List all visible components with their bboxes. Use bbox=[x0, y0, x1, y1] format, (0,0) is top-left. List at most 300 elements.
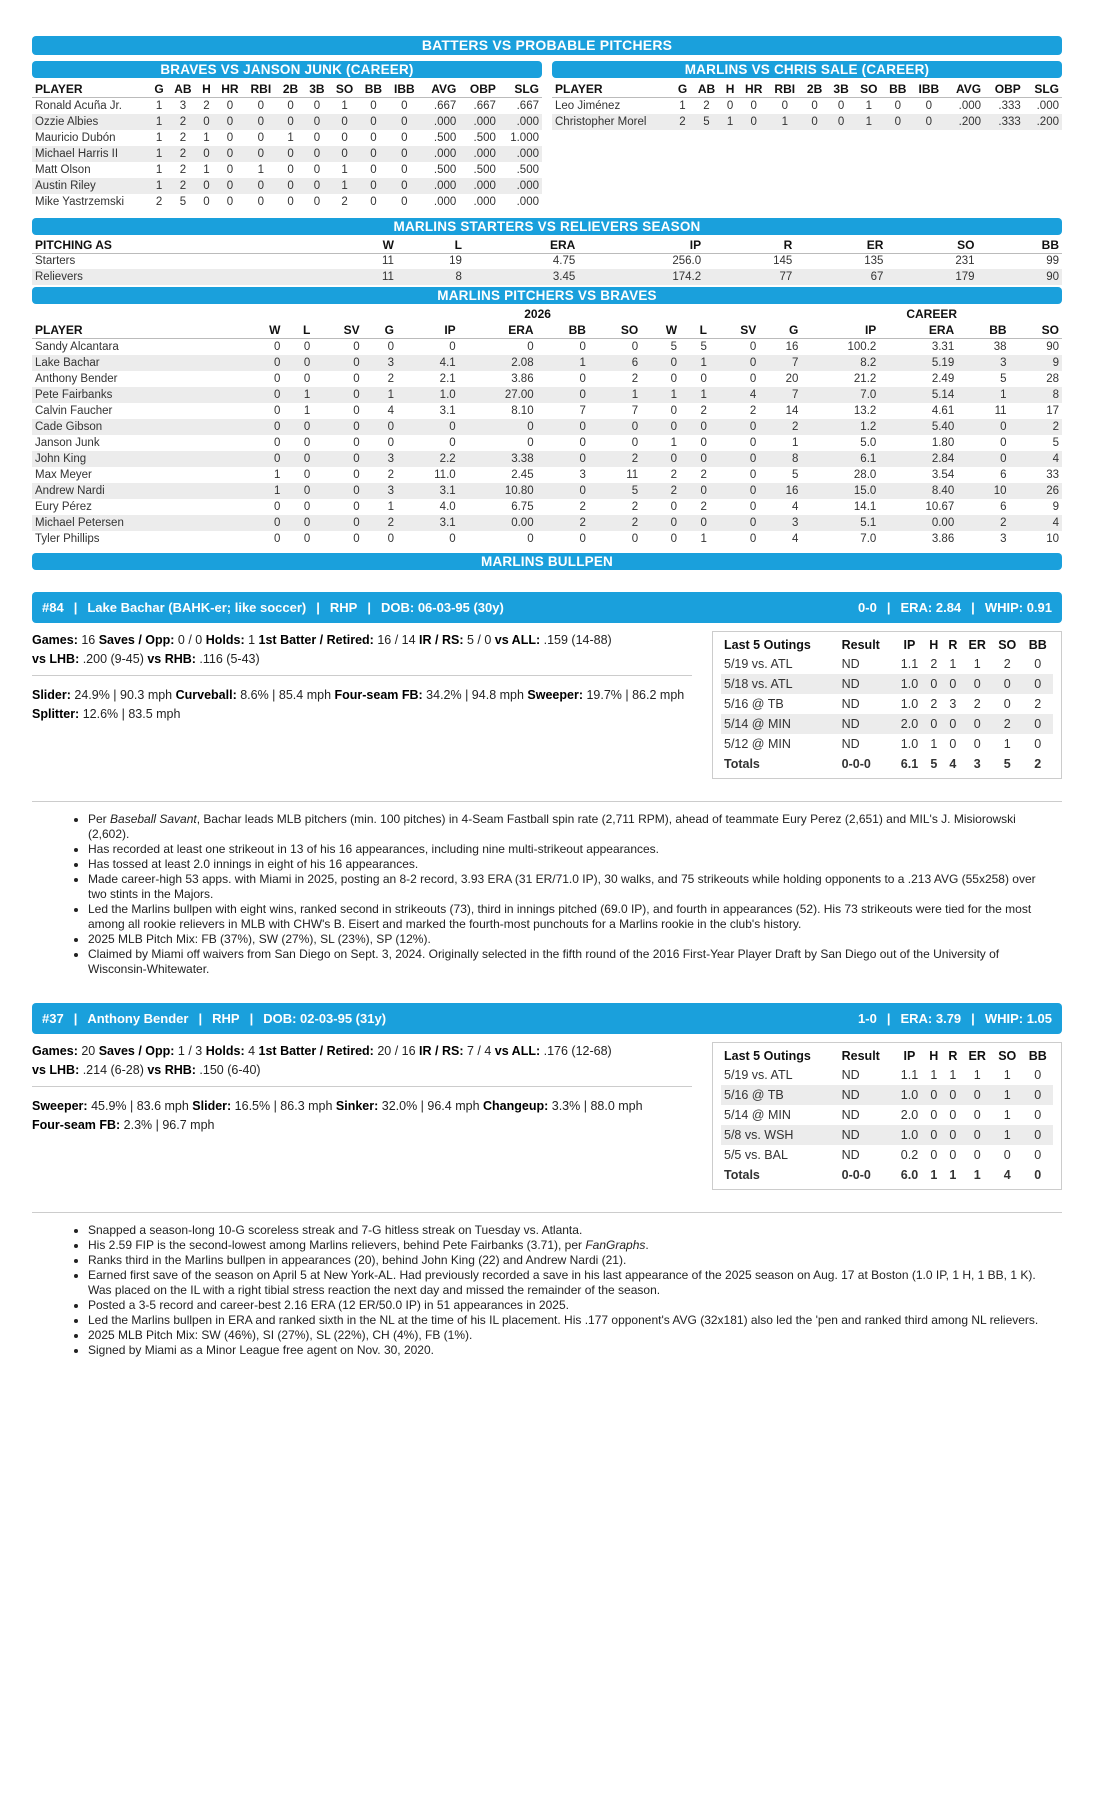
note-text: Has tossed at least 2.0 innings in eight of his 16 appearances. bbox=[88, 856, 419, 871]
stat-cell: 1 bbox=[287, 131, 294, 144]
stat-cell: 2 bbox=[700, 404, 707, 417]
stat-cell: 0 bbox=[313, 419, 362, 435]
stat-value: .176 (12-68) bbox=[540, 1043, 612, 1058]
stat-value: 12.6% | 83.5 mph bbox=[79, 706, 181, 721]
outing-cell: ND bbox=[839, 714, 895, 734]
stat-cell: 0 bbox=[226, 163, 234, 176]
outing-cell: 1 bbox=[992, 1125, 1022, 1145]
note-text: Posted a 3-5 record and career-best 2.16 ERA (12 ER/50.0 IP) in 51 appearances in 2025. bbox=[88, 1297, 569, 1312]
stat-cell: 1 bbox=[670, 436, 678, 449]
outing-cell: 0 bbox=[949, 1107, 957, 1122]
stat-cell: 0 bbox=[957, 451, 1009, 467]
note-text: . bbox=[645, 1237, 649, 1252]
stat-cell: 90 bbox=[1046, 340, 1059, 353]
note-text: Claimed by Miami off waivers from San Diego on Sept. 3, 2024. Originally selected in the fifth round of the 2016 First-Year Player Draft by San Diego out of the University of Wisconsin-Whitewater. bbox=[88, 946, 1000, 976]
note-item bbox=[88, 1298, 1056, 1313]
stat-cell: 4.0 bbox=[439, 500, 456, 513]
stat-cell: 0 bbox=[801, 114, 828, 130]
stat-cell: 0.00 bbox=[459, 515, 537, 531]
stat-cell: .667 bbox=[516, 99, 539, 112]
player-name: Relievers bbox=[32, 269, 332, 285]
stat-cell: 0 bbox=[245, 419, 284, 435]
pitch-mix-line bbox=[32, 686, 692, 705]
column-header: Result bbox=[841, 1048, 880, 1063]
stat-label: 1st Batter / Retired: bbox=[258, 632, 374, 647]
column-header: H bbox=[929, 1048, 939, 1063]
outing-cell: 0 bbox=[943, 714, 962, 734]
outing-cell: 5/12 @ MIN bbox=[724, 736, 791, 751]
stat-cell: 2.49 bbox=[931, 372, 955, 385]
stat-cell: 14.1 bbox=[853, 500, 877, 513]
outing-cell: 1.0 bbox=[895, 674, 925, 694]
outing-cell: 1 bbox=[1003, 1067, 1011, 1082]
player-name: Lake Bachar bbox=[32, 355, 245, 371]
outings-totals-row bbox=[721, 754, 1053, 774]
stat-cell: 0 bbox=[359, 114, 388, 130]
stat-cell: 2.45 bbox=[511, 468, 534, 481]
stat-cell: 6 bbox=[1000, 500, 1007, 513]
stat-cell: 0 bbox=[273, 372, 281, 385]
stat-value: 3.3% | 88.0 mph bbox=[548, 1098, 643, 1113]
stat-label: Sinker: bbox=[335, 1098, 379, 1113]
outing-cell: 1 bbox=[1003, 736, 1011, 751]
stat-cell: 1 bbox=[245, 483, 284, 499]
stat-cell: 0 bbox=[397, 419, 459, 435]
stat-cell: 0 bbox=[749, 436, 757, 449]
player-season-stat: WHIP: 1.05 bbox=[984, 1010, 1052, 1026]
note-item bbox=[88, 1238, 1056, 1253]
outing-cell: 5/18 vs. ATL bbox=[721, 674, 839, 694]
outing-cell: 3 bbox=[949, 696, 957, 711]
stat-cell: 179 bbox=[886, 269, 977, 285]
stat-cell: 1 bbox=[680, 355, 710, 371]
bullpen-player-card bbox=[32, 1003, 1062, 1358]
note-item bbox=[88, 947, 1056, 977]
column-header: OBP bbox=[459, 81, 499, 98]
stat-cell: 5 bbox=[589, 483, 641, 499]
stat-cell: 0 bbox=[726, 99, 734, 112]
stat-cell: 67 bbox=[795, 269, 886, 285]
outings-body bbox=[721, 1065, 1053, 1185]
stat-cell: 1 bbox=[303, 404, 311, 417]
player-name: Michael Harris II bbox=[32, 146, 150, 162]
stat-cell: 0 bbox=[750, 99, 757, 112]
stat-cell: 0 bbox=[387, 436, 394, 449]
column-header: IP bbox=[903, 1048, 916, 1063]
braves-vs-junk bbox=[32, 61, 542, 210]
outing-cell: ND bbox=[841, 1147, 860, 1162]
stat-cell: 1.2 bbox=[801, 419, 879, 435]
stat-cell: 1 bbox=[203, 163, 210, 176]
outing-cell: 0 bbox=[1034, 1107, 1042, 1122]
outings-totals-row bbox=[721, 1165, 1053, 1185]
outing-cell: 1 bbox=[1003, 1107, 1011, 1122]
player-header-right bbox=[858, 1011, 1052, 1026]
stat-cell: .000 bbox=[1036, 99, 1059, 112]
column-header: AVG bbox=[421, 81, 459, 98]
stat-cell: 0 bbox=[749, 340, 757, 353]
outing-cell: 1.1 bbox=[900, 656, 919, 671]
stat-value: 20 / 16 bbox=[373, 1043, 420, 1058]
outing-cell: 1 bbox=[930, 736, 938, 751]
stat-cell: .000 bbox=[473, 195, 496, 208]
stat-cell: 0 bbox=[401, 195, 408, 208]
column-header: L bbox=[283, 322, 313, 339]
player-name: Pete Fairbanks bbox=[32, 387, 245, 403]
stat-cell: .667 bbox=[433, 99, 457, 112]
outing-cell: 5/19 vs. ATL bbox=[724, 1067, 793, 1082]
column-header: ERA bbox=[879, 322, 957, 339]
stat-cell: 6.1 bbox=[801, 451, 879, 467]
divider bbox=[32, 675, 692, 676]
marlins-vs-sale-table bbox=[552, 81, 1062, 130]
starters-relievers-title: MARLINS STARTERS VS RELIEVERS SEASON bbox=[32, 218, 1062, 235]
stat-cell: 21.2 bbox=[853, 372, 877, 385]
table-row bbox=[32, 114, 542, 130]
stat-cell: 0 bbox=[257, 131, 265, 144]
player-name: Anthony Bender bbox=[35, 372, 118, 385]
stat-cell: 0 bbox=[710, 483, 759, 499]
column-header: 2B bbox=[801, 81, 828, 98]
column-header: ER bbox=[968, 637, 986, 652]
outing-row bbox=[721, 1085, 1053, 1105]
player-stats bbox=[32, 1042, 692, 1190]
stat-cell: 0 bbox=[283, 419, 313, 435]
stat-cell: 3 bbox=[759, 515, 801, 531]
stat-cell: 0 bbox=[749, 500, 757, 513]
stat-cell: 2 bbox=[631, 500, 639, 513]
stat-cell: 3 bbox=[179, 99, 187, 112]
stat-cell: 0 bbox=[537, 483, 589, 499]
stat-cell: 0 bbox=[527, 532, 534, 545]
stat-label: IR / RS: bbox=[419, 1043, 464, 1058]
outing-cell: ND bbox=[839, 1125, 895, 1145]
totals-cell: Totals bbox=[721, 754, 839, 774]
stat-cell: 1 bbox=[150, 114, 169, 130]
outing-cell: 0 bbox=[973, 736, 981, 751]
player-name: Matt Olson bbox=[35, 163, 91, 176]
player-name: Tyler Phillips bbox=[35, 532, 100, 545]
table-row bbox=[32, 269, 1062, 285]
stat-cell: 0 bbox=[387, 532, 394, 545]
last-5-outings bbox=[712, 631, 1062, 779]
player-season-stat: 1-0 bbox=[858, 1010, 877, 1026]
column-header: R bbox=[704, 237, 795, 254]
stat-cell: 0 bbox=[304, 178, 330, 194]
outing-cell: ND bbox=[839, 1085, 895, 1105]
stat-cell: 2 bbox=[387, 468, 394, 481]
stat-cell: 0 bbox=[680, 451, 710, 467]
note-item bbox=[88, 932, 1056, 947]
stat-cell: 4 bbox=[1010, 515, 1062, 531]
note-item bbox=[88, 1328, 1056, 1343]
stat-cell: 3.1 bbox=[397, 483, 459, 499]
outing-cell: 1.1 bbox=[900, 1067, 919, 1082]
stat-cell: 0 bbox=[353, 436, 360, 449]
stat-cell: 0 bbox=[303, 372, 311, 385]
stat-cell: 0 bbox=[670, 404, 678, 417]
column-header: SO bbox=[886, 237, 977, 254]
player-name: Anthony Bender bbox=[87, 1010, 189, 1026]
player-header-bar bbox=[32, 1003, 1062, 1034]
player-name: Andrew Nardi bbox=[32, 483, 245, 499]
last-5-outings bbox=[712, 1042, 1062, 1190]
stat-cell: 0 bbox=[670, 372, 678, 385]
stat-cell: 0 bbox=[370, 99, 377, 112]
note-text: Made career-high 53 apps. with Miami in 2025, posting an 8-2 record, 3.93 ERA (31 ER/71.0 IP), 30 walks, and 75 strikeouts while holding opponents to a .213 AVG (55x258) over two stints in the Majors. bbox=[88, 871, 1036, 901]
stat-cell: 14 bbox=[785, 404, 799, 417]
column-header: G bbox=[759, 322, 801, 339]
stat-cell: 3.38 bbox=[459, 451, 537, 467]
stat-label: vs LHB: bbox=[32, 651, 80, 666]
outings-header-row bbox=[721, 1047, 1053, 1065]
stat-cell: 0 bbox=[631, 436, 639, 449]
stat-cell: 0 bbox=[277, 146, 303, 162]
stat-cell: 1 bbox=[387, 500, 394, 513]
outing-cell: 1.0 bbox=[900, 736, 919, 751]
stat-cell: 1.80 bbox=[931, 436, 955, 449]
braves-vs-junk-title: BRAVES VS JANSON JUNK (CAREER) bbox=[32, 61, 542, 78]
stat-cell: 0 bbox=[363, 419, 397, 435]
stat-cell: 3.31 bbox=[931, 340, 955, 353]
outing-cell: 1.0 bbox=[900, 696, 919, 711]
stat-label: Games: bbox=[32, 632, 78, 647]
stat-cell: 0 bbox=[303, 340, 311, 353]
stat-cell: 0 bbox=[277, 114, 303, 130]
stat-value: 19.7% | 86.2 mph bbox=[583, 687, 685, 702]
stat-cell: 0 bbox=[680, 483, 710, 499]
stat-cell: 2 bbox=[759, 419, 801, 435]
player-header-field: DOB: 02-03-95 (31y) bbox=[263, 1010, 387, 1026]
stat-cell: 5.40 bbox=[879, 419, 957, 435]
stat-cell: 0 bbox=[388, 114, 421, 130]
separator: | bbox=[316, 599, 320, 615]
stat-cell: 0 bbox=[388, 178, 421, 194]
outing-cell: 0 bbox=[962, 714, 992, 734]
stat-cell: 0 bbox=[631, 340, 639, 353]
note-item bbox=[88, 842, 1056, 857]
table-row bbox=[32, 467, 1062, 483]
stat-cell: 1 bbox=[150, 146, 169, 162]
outing-cell: 0 bbox=[943, 674, 962, 694]
bullpen-player-card bbox=[32, 592, 1062, 977]
stat-cell: .000 bbox=[516, 195, 539, 208]
column-header: Last 5 Outings bbox=[724, 1048, 811, 1063]
separator: | bbox=[367, 599, 371, 615]
column-header: ERA bbox=[465, 237, 578, 254]
stat-cell: 4.75 bbox=[552, 255, 576, 268]
stat-cell: 2 bbox=[179, 131, 187, 144]
column-header: G bbox=[673, 81, 692, 98]
stat-cell: .500 bbox=[516, 163, 539, 176]
stat-cell: 2 bbox=[169, 146, 198, 162]
stat-cell: 16 bbox=[785, 340, 799, 353]
stat-cell: 0 bbox=[680, 419, 710, 435]
player-notes bbox=[32, 1223, 1062, 1358]
outings-table bbox=[721, 1047, 1053, 1185]
outings-header-row bbox=[721, 636, 1053, 654]
stat-value: .214 (6-28) bbox=[79, 1062, 148, 1077]
stat-cell: 1 bbox=[791, 436, 799, 449]
stat-cell: 1 bbox=[150, 178, 169, 194]
batters-tables bbox=[32, 61, 1062, 210]
stat-cell: 5.0 bbox=[860, 436, 877, 449]
player-season-stat: 0-0 bbox=[858, 599, 877, 615]
stat-cell: 0 bbox=[537, 451, 589, 467]
stat-cell: 2 bbox=[673, 114, 692, 130]
stat-label: Slider: bbox=[192, 1098, 232, 1113]
column-header: SLG bbox=[499, 81, 542, 98]
stat-cell: 2 bbox=[703, 99, 710, 112]
stat-cell: 5 bbox=[1052, 436, 1059, 449]
player-name: Calvin Faucher bbox=[35, 404, 113, 417]
stat-cell: 0 bbox=[245, 387, 284, 403]
stat-cell: 0 bbox=[359, 178, 388, 194]
stat-cell: 0 bbox=[226, 99, 234, 112]
stat-cell: 0 bbox=[303, 468, 311, 481]
outing-cell: ND bbox=[841, 656, 860, 671]
stat-cell: 0 bbox=[883, 114, 912, 130]
stat-label: Splitter: bbox=[32, 706, 80, 721]
stat-cell: 0.00 bbox=[879, 515, 957, 531]
stat-cell: 4 bbox=[791, 500, 799, 513]
player-name: Starters bbox=[35, 255, 76, 268]
stat-cell: 0 bbox=[287, 195, 294, 208]
outing-row bbox=[721, 674, 1053, 694]
stat-cell: 0 bbox=[273, 532, 281, 545]
player-header-field: DOB: 06-03-95 (30y) bbox=[381, 599, 504, 615]
stat-cell: 0 bbox=[401, 163, 408, 176]
table-row bbox=[32, 387, 1062, 403]
note-text: Signed by Miami as a Minor League free agent on Nov. 30, 2020. bbox=[88, 1342, 434, 1357]
stat-label: Four-seam FB: bbox=[32, 1117, 121, 1132]
stat-cell: 0 bbox=[313, 355, 362, 371]
outing-cell: 0 bbox=[962, 1085, 992, 1105]
column-header: L bbox=[397, 237, 465, 254]
column-header: BB bbox=[359, 81, 388, 98]
stat-cell: .000 bbox=[958, 99, 982, 112]
outing-cell: 1.0 bbox=[895, 1085, 925, 1105]
stat-cell: .333 bbox=[998, 99, 1021, 112]
stat-cell: 0 bbox=[401, 131, 408, 144]
stat-value: 32.0% | 96.4 mph bbox=[378, 1098, 483, 1113]
stat-cell: 1 bbox=[155, 99, 163, 112]
batters-section-title: BATTERS VS PROBABLE PITCHERS bbox=[32, 36, 1062, 55]
outing-cell: 2 bbox=[1034, 696, 1042, 711]
stat-cell: 0 bbox=[216, 146, 245, 162]
splits-line bbox=[32, 650, 692, 669]
stat-cell: 0 bbox=[244, 114, 277, 130]
player-name: Austin Riley bbox=[32, 178, 150, 194]
stat-cell: 20 bbox=[785, 372, 799, 385]
totals-cell: 0 bbox=[1022, 1165, 1053, 1185]
stat-cell: 3 bbox=[363, 451, 397, 467]
table-row bbox=[552, 114, 1062, 130]
separator: | bbox=[249, 1010, 254, 1026]
player-name: Ozzie Albies bbox=[32, 114, 150, 130]
column-header: AVG bbox=[945, 81, 984, 98]
stat-cell: 231 bbox=[955, 255, 975, 268]
stat-cell: 19 bbox=[449, 255, 462, 268]
stat-cell: 0 bbox=[353, 500, 360, 513]
column-header: 2B bbox=[277, 81, 303, 98]
stat-cell: 0 bbox=[710, 515, 759, 531]
stat-cell: .667 bbox=[473, 99, 496, 112]
stat-cell: 0 bbox=[710, 355, 759, 371]
outing-cell: 0 bbox=[962, 674, 992, 694]
stat-cell: 5 bbox=[700, 340, 707, 353]
column-header: Result bbox=[841, 637, 880, 652]
table-row bbox=[32, 419, 1062, 435]
column-header: HR bbox=[739, 81, 768, 98]
player-name: Ronald Acuña Jr. bbox=[35, 99, 122, 112]
stat-cell: 4 bbox=[791, 532, 799, 545]
column-header: R bbox=[948, 1048, 958, 1063]
starters-relievers-table bbox=[32, 237, 1062, 286]
column-header: W bbox=[641, 322, 680, 339]
stat-cell: 0 bbox=[894, 99, 901, 112]
outing-cell: 0 bbox=[930, 1147, 938, 1162]
stat-cell: 7.0 bbox=[860, 532, 877, 545]
table-row bbox=[32, 130, 542, 146]
separator: | bbox=[886, 1010, 891, 1026]
braves-vs-junk-table bbox=[32, 81, 542, 210]
outing-cell: 0 bbox=[992, 674, 1022, 694]
separator: | bbox=[971, 599, 975, 615]
note-text: Has recorded at least one strikeout in 13 of his 16 appearances, including nine multi-strikeout appearances. bbox=[88, 841, 660, 856]
player-name: Janson Junk bbox=[35, 436, 100, 449]
stat-cell: 2 bbox=[579, 500, 586, 513]
column-header: BB bbox=[883, 81, 912, 98]
outing-cell: 2 bbox=[1003, 656, 1011, 671]
stat-cell: 4.1 bbox=[397, 355, 459, 371]
stat-cell: 2 bbox=[631, 372, 639, 385]
stat-cell: 0 bbox=[459, 419, 537, 435]
stat-cell: 0 bbox=[700, 372, 707, 385]
stat-cell: 3.86 bbox=[931, 532, 955, 545]
stat-cell: 0 bbox=[304, 146, 330, 162]
stat-cell: 0 bbox=[283, 451, 313, 467]
column-header: RBI bbox=[244, 81, 277, 98]
stat-cell: 4 bbox=[1010, 451, 1062, 467]
bullpen-title: MARLINS BULLPEN bbox=[32, 553, 1062, 570]
stat-cell: 1 bbox=[680, 387, 710, 403]
stat-value: 0 / 0 bbox=[174, 632, 206, 647]
stat-cell: .000 bbox=[459, 146, 499, 162]
stat-cell: 0 bbox=[283, 515, 313, 531]
stat-cell: 2 bbox=[957, 515, 1009, 531]
column-header: IP bbox=[903, 637, 916, 652]
stat-cell: 1.000 bbox=[510, 131, 539, 144]
stat-cell: 0 bbox=[579, 372, 586, 385]
stat-cell: 10 bbox=[1046, 532, 1059, 545]
stat-value: 16.5% | 86.3 mph bbox=[231, 1098, 336, 1113]
stat-cell: 8 bbox=[397, 269, 465, 285]
stat-cell: 0 bbox=[700, 436, 707, 449]
stat-cell: 10.67 bbox=[925, 500, 955, 513]
stat-cell: 90 bbox=[978, 269, 1063, 285]
column-header: 3B bbox=[304, 81, 330, 98]
stat-label: Holds: bbox=[205, 1043, 245, 1058]
stat-cell: 0 bbox=[303, 500, 311, 513]
column-header: IBB bbox=[388, 81, 421, 98]
stat-label: Slider: bbox=[32, 687, 71, 702]
stat-cell: 3 bbox=[957, 355, 1009, 371]
stat-label: vs LHB: bbox=[32, 1062, 80, 1077]
outing-cell: 0 bbox=[930, 1107, 938, 1122]
outing-row bbox=[721, 694, 1053, 714]
outing-cell: 2 bbox=[973, 696, 981, 711]
